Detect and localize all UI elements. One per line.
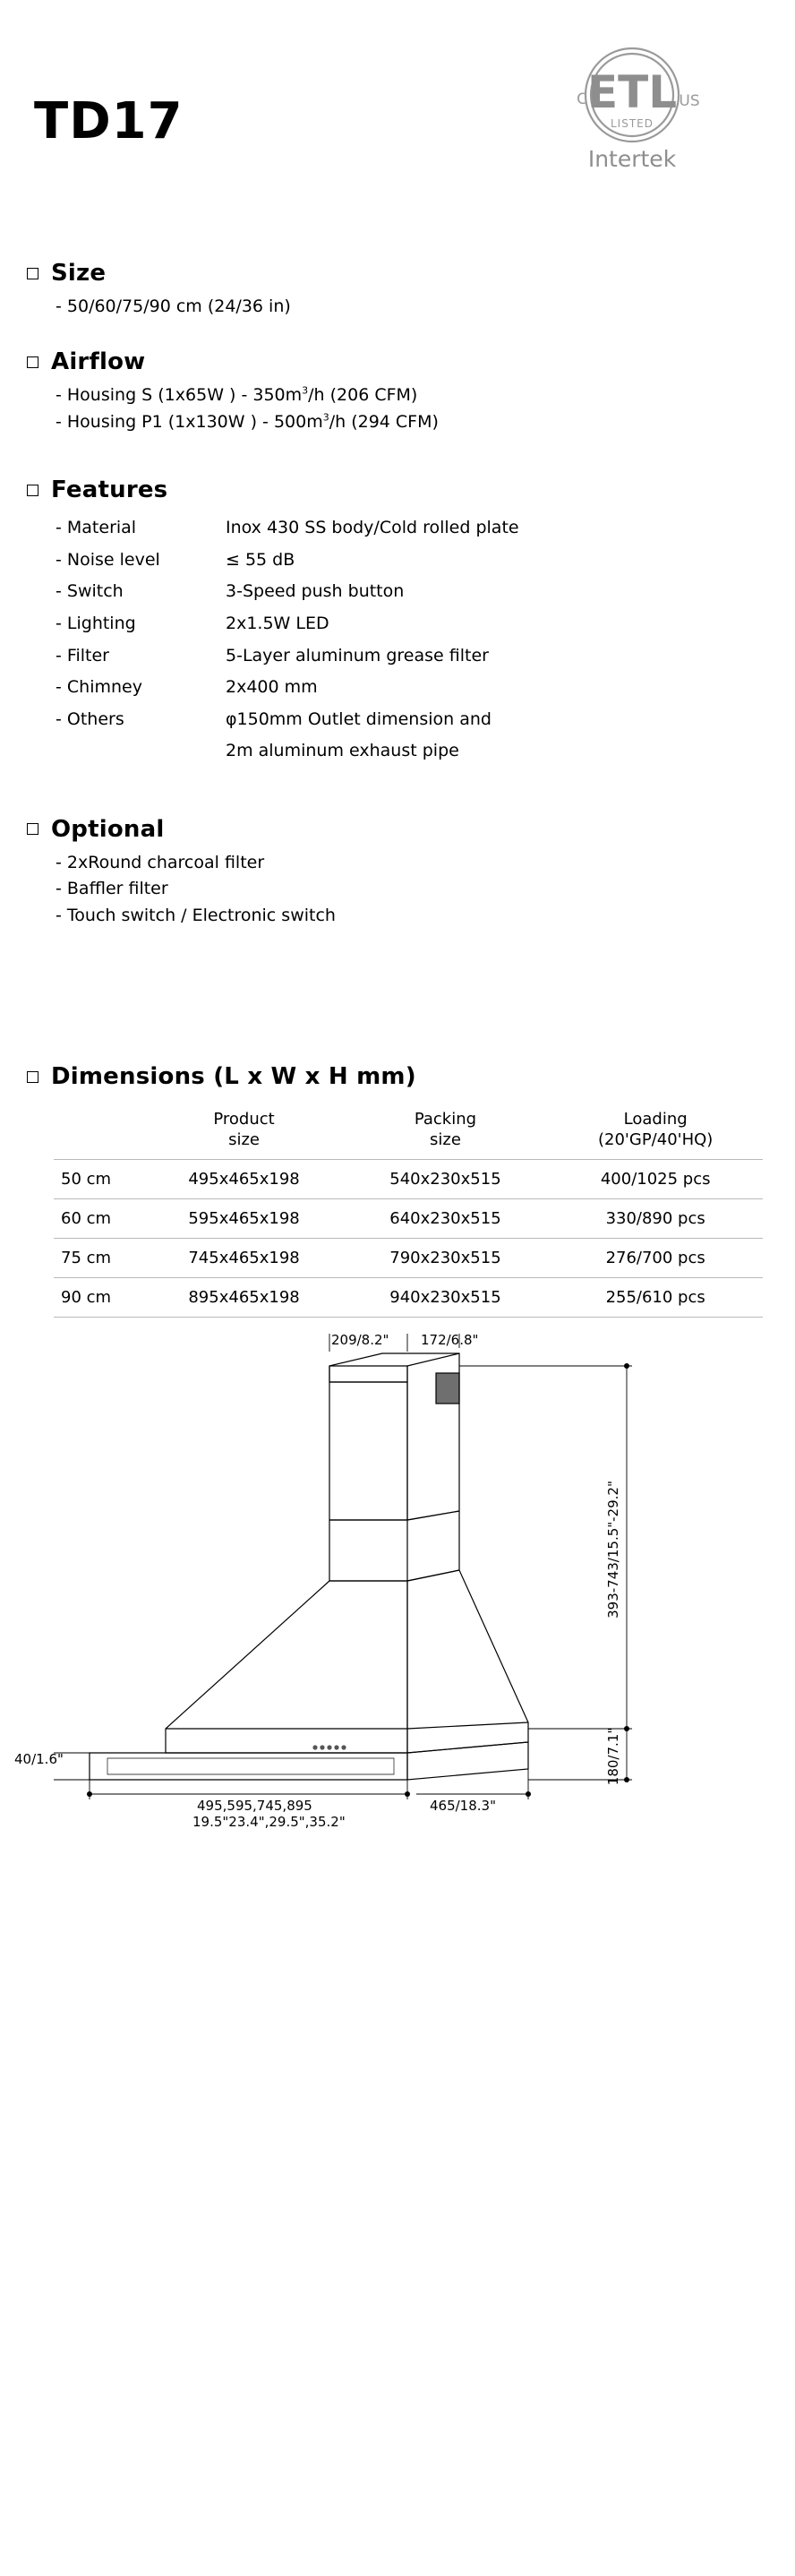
svg-text:US: US	[679, 92, 700, 110]
optional-line-3: - Touch switch / Electronic switch	[56, 905, 336, 925]
section-size	[0, 260, 795, 320]
square-bullet-icon	[27, 268, 38, 279]
section-size-body	[56, 294, 795, 320]
feature-value: ≤ 55 dB	[226, 549, 295, 570]
table-header-row	[54, 1106, 763, 1160]
svg-text:C: C	[577, 90, 587, 108]
column-header-loading-line1: Loading	[623, 1110, 688, 1129]
label-canopy-height: 180/7.1"	[605, 1727, 621, 1786]
section-features-header	[27, 477, 795, 503]
section-dimensions	[0, 1063, 795, 1318]
feature-label: - Others	[56, 708, 124, 729]
square-bullet-icon	[27, 485, 38, 496]
cell-packing-size: 540x230x515	[343, 1160, 549, 1199]
airflow-line-1: - Housing S (1x65W ) - $350m^3/h$ (206 CFM)	[56, 385, 418, 406]
optional-line-1: - 2xRound charcoal filter	[56, 852, 265, 872]
feature-value: 5-Layer aluminum grease filter	[226, 645, 489, 665]
section-dimensions-title: Dimensions (L x W x H mm)	[51, 1063, 416, 1090]
section-optional-body	[56, 850, 795, 929]
table-row	[56, 545, 519, 577]
square-bullet-icon	[27, 823, 38, 835]
cell-loading: 255/610 pcs	[548, 1278, 763, 1318]
section-airflow-header	[27, 348, 795, 375]
cell-product-size: 595x465x198	[146, 1199, 343, 1239]
section-airflow-title: Airflow	[51, 348, 146, 376]
column-header-product-line1: Product	[213, 1110, 275, 1129]
section-features-title: Features	[51, 477, 168, 504]
table-row	[54, 1278, 763, 1318]
cell-product-size: 495x465x198	[146, 1160, 343, 1199]
table-row	[56, 672, 519, 704]
feature-value: 3-Speed push button	[226, 581, 405, 602]
feature-label: - Material	[56, 518, 137, 538]
label-top-width: 209/8.2"	[331, 1332, 389, 1348]
feature-value: φ150mm Outlet dimension and	[226, 708, 492, 729]
cell-packing-size: 790x230x515	[343, 1239, 549, 1278]
feature-value: Inox 430 SS body/Cold rolled plate	[226, 518, 519, 538]
feature-value: 2x400 mm	[226, 677, 318, 698]
table-row	[56, 640, 519, 673]
optional-line-2: - Baffler filter	[56, 879, 168, 899]
section-airflow-body	[56, 382, 795, 435]
feature-label: - Lighting	[56, 613, 136, 633]
svg-text:LISTED: LISTED	[611, 117, 654, 130]
cell-product-size: 745x465x198	[146, 1239, 343, 1278]
technical-drawing	[0, 1321, 795, 1894]
svg-text:Intertek: Intertek	[587, 146, 677, 172]
section-optional-title: Optional	[51, 815, 165, 843]
section-features	[0, 477, 795, 767]
column-header-product-line2: size	[228, 1129, 260, 1149]
cell-product-size: 895x465x198	[146, 1278, 343, 1318]
table-row	[54, 1239, 763, 1278]
cell-packing-size: 640x230x515	[343, 1199, 549, 1239]
table-row	[56, 512, 519, 545]
square-bullet-icon	[27, 356, 38, 368]
dimensions-table	[54, 1106, 763, 1318]
page-header	[0, 0, 795, 206]
table-row	[54, 1199, 763, 1239]
column-header-blank	[54, 1106, 146, 1160]
label-base-widths-mm: 495,595,745,895	[197, 1798, 312, 1814]
label-base-depth: 465/18.3"	[430, 1798, 496, 1814]
label-base-thickness: 40/1.6"	[14, 1751, 64, 1767]
column-header-product-size	[146, 1106, 343, 1160]
row-model: 90 cm	[54, 1278, 146, 1318]
page-title: TD17	[34, 92, 184, 150]
feature-label: - Noise level	[56, 549, 160, 570]
table-row	[56, 735, 519, 768]
feature-label: - Switch	[56, 581, 124, 602]
feature-label: - Filter	[56, 645, 109, 665]
size-line-1: - 50/60/75/90 cm (24/36 in)	[56, 296, 291, 316]
feature-label	[56, 735, 226, 768]
feature-value: 2m aluminum exhaust pipe	[226, 741, 459, 761]
column-header-packing-line1: Packing	[414, 1110, 477, 1129]
row-model: 75 cm	[54, 1239, 146, 1278]
column-header-loading	[548, 1106, 763, 1160]
cell-loading: 400/1025 pcs	[548, 1160, 763, 1199]
section-airflow	[0, 348, 795, 435]
label-height-range: 393-743/15.5"-29.2"	[605, 1481, 621, 1619]
cell-packing-size: 940x230x515	[343, 1278, 549, 1318]
svg-text:ETL: ETL	[586, 66, 678, 118]
airflow-line-2: - Housing P1 (1x130W ) - $500m^3/h$ (294 CFM)	[56, 411, 439, 432]
table-row	[56, 704, 519, 736]
column-header-packing-line2: size	[430, 1129, 461, 1149]
table-row	[56, 608, 519, 640]
square-bullet-icon	[27, 1071, 38, 1083]
row-model: 50 cm	[54, 1160, 146, 1199]
column-header-packing-size	[343, 1106, 549, 1160]
etl-certification-logo	[535, 41, 732, 185]
section-optional	[0, 816, 795, 929]
row-model: 60 cm	[54, 1199, 146, 1239]
feature-label: - Chimney	[56, 677, 142, 698]
features-table	[56, 512, 519, 767]
cell-loading: 276/700 pcs	[548, 1239, 763, 1278]
section-size-header	[27, 260, 795, 287]
label-base-widths-in: 19.5"23.4",29.5",35.2"	[192, 1814, 346, 1830]
column-header-loading-line2: (20'GP/40'HQ)	[598, 1129, 714, 1149]
section-size-title: Size	[51, 260, 107, 287]
label-top-depth: 172/6.8"	[421, 1332, 479, 1348]
cell-loading: 330/890 pcs	[548, 1199, 763, 1239]
section-optional-header	[27, 816, 795, 843]
table-row	[54, 1160, 763, 1199]
feature-value: 2x1.5W LED	[226, 613, 329, 633]
table-row	[56, 576, 519, 608]
section-dimensions-header	[27, 1063, 795, 1090]
